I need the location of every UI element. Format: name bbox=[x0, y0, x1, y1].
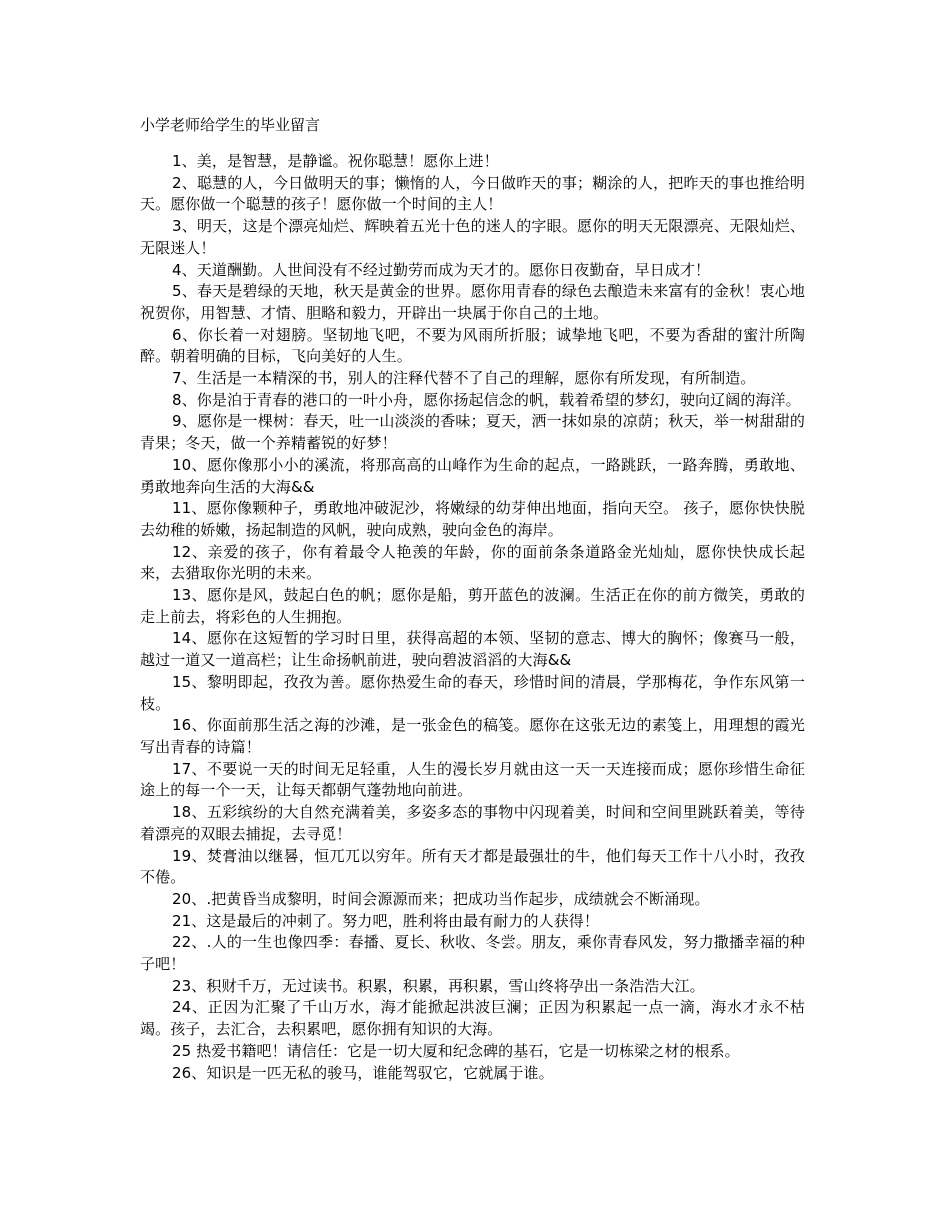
paragraph-2: 2、聪慧的人，今日做明天的事；懒惰的人，今日做昨天的事；糊涂的人，把昨天的事也推给明天。愿你做一个聪慧的孩子！愿你做一个时间的主人！ bbox=[140, 173, 805, 214]
paragraph-9: 9、愿你是一棵树：春天，吐一山淡淡的香味；夏天，洒一抹如泉的凉荫；秋天，举一树甜甜的青果；冬天，做一个养精蓄锐的好梦！ bbox=[140, 412, 805, 453]
paragraph-1: 1、美，是智慧，是静谧。祝你聪慧！愿你上进！ bbox=[172, 152, 499, 170]
paragraph-5: 5、春天是碧绿的天地，秋天是黄金的世界。愿你用青春的绿色去酿造未来富有的金秋！衷心地祝贺你，用智慧、才情、胆略和毅力，开辟出一块属于你自己的土地。 bbox=[140, 282, 805, 322]
paragraph-10: 10、愿你像那小小的溪流，将那高高的山峰作为生命的起点，一路跳跃，一路奔腾，勇敢地、勇敢地奔向生活的大海&& bbox=[140, 455, 805, 496]
paragraph-4: 4、天道酬勤。人世间没有不经过勤劳而成为天才的。愿你日夜勤奋，早日成才！ bbox=[172, 260, 711, 279]
paragraph-6: 6、你长着一对翅膀。坚韧地飞吧，不要为风雨所折服；诚挚地飞吧，不要为香甜的蜜汁所陶醉。朝着明确的目标，飞向美好的人生。 bbox=[140, 325, 805, 366]
paragraph-16: 16、你面前那生活之海的沙滩，是一张金色的稿笺。愿你在这张无边的素笺上，用理想的霞光写出青春的诗篇！ bbox=[140, 716, 805, 756]
paragraph-25: 25 热爱书籍吧！请信任：它是一切大厦和纪念碑的基石，它是一切栋梁之材的根系。 bbox=[172, 1041, 740, 1060]
document-title: 小学老师给学生的毕业留言 bbox=[140, 116, 321, 134]
paragraph-21: 21、这是最后的冲刺了。努力吧，胜利将由最有耐力的人获得！ bbox=[172, 911, 599, 930]
paragraph-7: 7、生活是一本精深的书，别人的注释代替不了自己的理解，愿你有所发现，有所制造。 bbox=[172, 369, 756, 388]
paragraph-3: 3、明天，这是个漂亮灿烂、辉映着五光十色的迷人的字眼。愿你的明天无限漂亮、无限灿烂、无限迷人！ bbox=[140, 217, 805, 257]
paragraph-22: 22、.人的一生也像四季：春播、夏长、秋收、冬尝。朋友，乘你青春风发，努力撒播幸福的种子吧！ bbox=[140, 933, 805, 974]
paragraph-20: 20、.把黄昏当成黎明，时间会源源而来；把成功当作起步，成绩就会不断涌现。 bbox=[172, 889, 710, 908]
paragraph-14: 14、愿你在这短暂的学习时日里，获得高超的本领、坚韧的意志、博大的胸怀；像赛马一般，越过一道又一道高栏；让生命扬帆前进，驶向碧波滔滔的大海&& bbox=[140, 629, 805, 670]
paragraph-23: 23、积财千万，无过读书。积累，积累，再积累，雪山终将孕出一条浩浩大江。 bbox=[172, 976, 705, 995]
document-body bbox=[140, 151, 805, 1084]
paragraph-18: 18、五彩缤纷的大自然充满着美，多姿多态的事物中闪现着美，时间和空间里跳跃着美，等待着漂亮的双眼去捕捉，去寻觅！ bbox=[140, 803, 805, 843]
paragraph-26: 26、知识是一匹无私的骏马，谁能驾驭它，它就属于谁。 bbox=[172, 1063, 554, 1082]
paragraph-24: 24、正因为汇聚了千山万水，海才能掀起洪波巨澜；正因为积累起一点一滴，海水才永不枯竭。孩子，去汇合，去积累吧，愿你拥有知识的大海。 bbox=[140, 998, 805, 1039]
paragraph-13: 13、愿你是风，鼓起白色的帆；愿你是船，剪开蓝色的波澜。生活正在你的前方微笑，勇敢的走上前去，将彩色的人生拥抱。 bbox=[140, 586, 805, 626]
paragraph-15: 15、黎明即起，孜孜为善。愿你热爱生命的春天，珍惜时间的清晨，学那梅花，争作东风第一枝。 bbox=[140, 672, 805, 713]
paragraph-12: 12、亲爱的孩子，你有着最令人艳羡的年龄，你的面前条条道路金光灿灿，愿你快快成长起来，去猎取你光明的未来。 bbox=[140, 542, 805, 583]
paragraph-11: 11、愿你像颗种子，勇敢地冲破泥沙，将嫩绿的幼芽伸出地面，指向天空。 孩子，愿你快快脱去幼稚的娇嫩，扬起制造的风帆，驶向成熟，驶向金色的海岸。 bbox=[140, 499, 805, 539]
paragraph-17: 17、不要说一天的时间无足轻重，人生的漫长岁月就由这一天一天连接而成；愿你珍惜生命征途上的每一个一天，让每天都朝气蓬勃地向前进。 bbox=[140, 759, 805, 800]
paragraph-8: 8、你是泊于青春的港口的一叶小舟，愿你扬起信念的帆，载着希望的梦幻，驶向辽阔的海洋。 bbox=[172, 390, 801, 409]
paragraph-19: 19、焚膏油以继晷，恒兀兀以穷年。所有天才都是最强壮的牛，他们每天工作十八小时，孜孜不倦。 bbox=[140, 846, 805, 887]
